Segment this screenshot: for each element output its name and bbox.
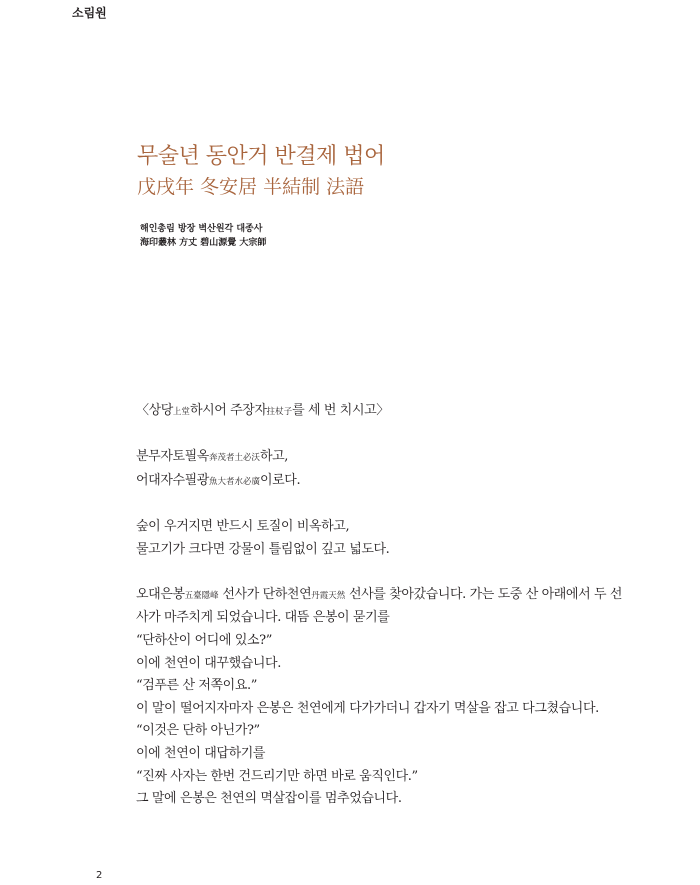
stage-direction-text-1: 〈상당 xyxy=(136,403,173,418)
paragraph-gap xyxy=(136,561,646,584)
running-header: 소림원 xyxy=(72,6,107,20)
story-line-1-hanja-1: 五臺隱峰 xyxy=(184,590,219,601)
paragraph-gap xyxy=(136,424,646,447)
paragraph-gap xyxy=(136,493,646,516)
story-line-1-text-c: 선사를 찾아갔습니다. 가는 도중 산 아래에서 두 선 xyxy=(345,586,623,602)
author-block xyxy=(140,222,266,250)
sermon-body xyxy=(136,400,646,811)
verse-line-1-end: 하고, xyxy=(259,449,289,465)
story-line-1-hanja-2: 丹霞天然 xyxy=(311,590,346,601)
verse-line-1 xyxy=(136,446,646,470)
verse-line-2-end: 이로다. xyxy=(259,472,301,488)
verse-line-1-hanja: 奔茂者土必沃 xyxy=(208,453,260,464)
story-line-3: “단하산이 어디에 있소?” xyxy=(136,632,272,648)
story-line-2: 사가 마주치게 되었습니다. 대뜸 은봉이 묻기를 xyxy=(136,610,390,626)
stage-direction-hanja-2: 拄杖子 xyxy=(266,407,293,417)
story-line-4: 이에 천연이 대꾸했습니다. xyxy=(136,655,281,671)
story-line-8: 이에 천연이 대답하기를 xyxy=(136,745,266,761)
story-line-1-text-a: 오대은봉 xyxy=(136,586,185,602)
page-number: 2 xyxy=(96,870,103,881)
translation-line-1: 숲이 우거지면 반드시 토질이 비옥하고, xyxy=(136,518,350,534)
story-line-6: 이 말이 떨어지자마자 은봉은 천연에게 다가가더니 갑자기 멱살을 잡고 다그쳤습니다. xyxy=(136,700,599,716)
story-line-1-text-b: 선사가 단하천연 xyxy=(218,586,312,602)
author-hanja: 海印叢林 方丈 碧山源覺 大宗師 xyxy=(140,238,267,248)
author-korean: 해인총림 방장 벽산원각 대종사 xyxy=(140,224,263,234)
translation-line-2: 물고기가 크다면 강물이 틀림없이 깊고 넓도다. xyxy=(136,541,390,557)
story-line-10: 그 말에 은봉은 천연의 멱살잡이를 멈추었습니다. xyxy=(136,791,402,807)
stage-direction-hanja-1: 上堂 xyxy=(172,407,190,417)
stage-direction-text-2: 하시어 주장자 xyxy=(189,403,267,418)
story-line-9: “진짜 사자는 한번 건드리기만 하면 바로 움직인다.” xyxy=(136,768,418,784)
story-line-5: “검푸른 산 저쪽이요.” xyxy=(136,678,257,694)
verse-line-2 xyxy=(136,470,646,494)
title-block xyxy=(137,142,385,202)
title-hanja: 戊戌年 冬安居 半結制 法語 xyxy=(137,176,365,198)
stage-direction-text-3: 를 세 번 치시고〉 xyxy=(292,403,389,418)
verse-line-2-hanja: 魚大者水必廣 xyxy=(208,476,260,487)
verse-line-1-text: 분무자토필옥 xyxy=(136,449,209,465)
title-korean: 무술년 동안거 반결제 법어 xyxy=(137,144,385,169)
story-line-7: “이것은 단하 아닌가?” xyxy=(136,723,260,739)
story-line-1 xyxy=(136,584,646,608)
verse-line-2-text: 어대자수필광 xyxy=(136,472,209,488)
stage-direction xyxy=(136,400,646,424)
